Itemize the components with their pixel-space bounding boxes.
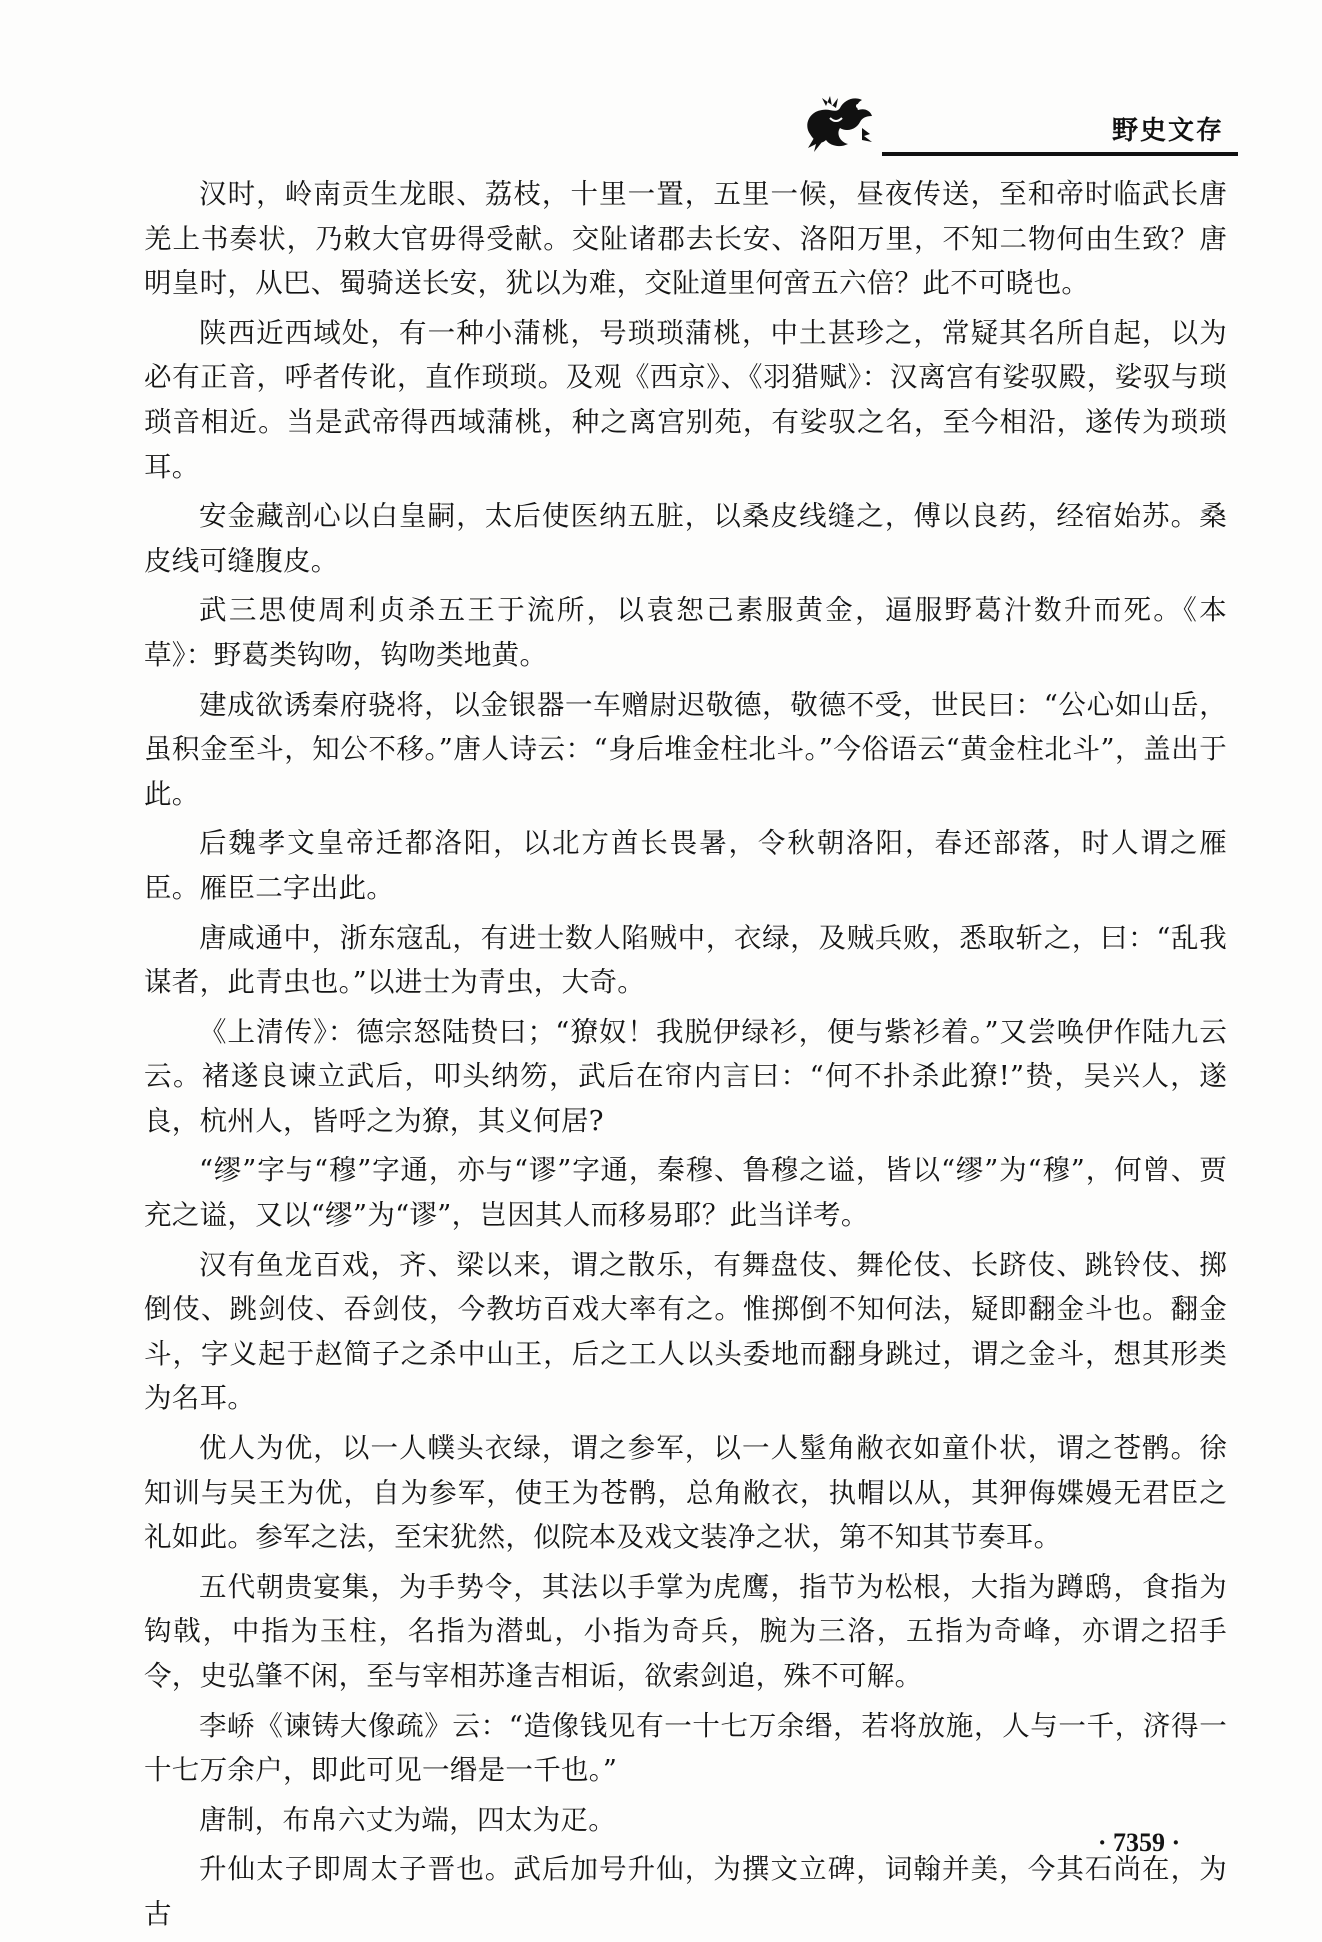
paragraph: 唐制，布帛六丈为端，四太为疋。 xyxy=(199,1803,616,1836)
paragraph: 升仙太子即周太子晋也。武后加号升仙，为撰文立碑，词翰并美，今其石尚在，为古 xyxy=(144,1853,1227,1930)
paragraph: 陕西近西域处，有一种小蒲桃，号琐琐蒲桃，中土甚珍之，常疑其名所自起，以为必有正音，呼者传讹，直作琐琐。及观《西京》、《羽猎赋》：汉离宫有娑驭殿，娑驭与琐琐音相近。当是武帝得西域蒲桃，种之离宫别苑，有娑驭之名，至今相沿，遂传为琐琐耳。 xyxy=(144,316,1227,483)
paragraph: 后魏孝文皇帝迁都洛阳，以北方酋长畏暑，令秋朝洛阳，春还部落，时人谓之雁臣。雁臣二字出此。 xyxy=(144,827,1227,904)
paragraph: 汉有鱼龙百戏，齐、梁以来，谓之散乐，有舞盘伎、舞伦伎、长跻伎、跳铃伎、掷倒伎、跳剑伎、吞剑伎，今教坊百戏大率有之。惟掷倒不知何法，疑即翻金斗也。翻金斗，字义起于赵简子之杀中山王，后之工人以头委地而翻身跳过，谓之金斗，想其形类为名耳。 xyxy=(144,1248,1227,1415)
series-title: 野史文存 xyxy=(1111,116,1224,146)
paragraph: 汉时，岭南贡生龙眼、荔枝，十里一置，五里一候，昼夜传送，至和帝时临武长唐羌上书奏状，乃敕大官毋得受献。交阯诸郡去长安、洛阳万里，不知二物何由生致？唐明皇时，从巴、蜀骑送长安，犹以为难，交阯道里何啻五六倍？此不可晓也。 xyxy=(144,178,1227,300)
header-rule xyxy=(882,152,1238,156)
paragraph: 安金藏剖心以白皇嗣，太后使医纳五脏，以桑皮线缝之，傅以良药，经宿始苏。桑皮线可缝腹皮。 xyxy=(144,500,1227,577)
dragon-icon xyxy=(800,88,882,158)
paragraph: 优人为优，以一人幞头衣绿，谓之参军，以一人髽角敝衣如童仆状，谓之苍鹘。徐知训与吴王为优，自为参军，使王为苍鹘，总角敝衣，执帽以从，其狎侮媟嫚无君臣之礼如此。参军之法，至宋犹然，似院本及戏文装净之状，第不知其节奏耳。 xyxy=(144,1432,1227,1554)
paragraph: 建成欲诱秦府骁将，以金银器一车赠尉迟敬德，敬德不受，世民曰：“公心如山岳，虽积金至斗，知公不移。”唐人诗云：“身后堆金柱北斗。”今俗语云“黄金柱北斗”，盖出于此。 xyxy=(144,688,1227,810)
paragraph: 五代朝贵宴集，为手势令，其法以手掌为虎鹰，指节为松根，大指为蹲鸱，食指为钩戟，中指为玉柱，名指为潜虬，小指为奇兵，腕为三洛，五指为奇峰，亦谓之招手令，史弘肇不闲，至与宰相苏逢吉相诟，欲索剑追，殊不可解。 xyxy=(144,1570,1227,1692)
body-text xyxy=(144,172,1227,1942)
paragraph: 《上清传》：德宗怒陆贽曰；“獠奴！我脱伊绿衫，便与紫衫着。”又尝唤伊作陆九云云。褚遂良谏立武后，叩头纳笏，武后在帘内言曰：“何不扑杀此獠!”贽，吴兴人，遂良，杭州人，皆呼之为獠，其义何居? xyxy=(144,1015,1227,1137)
paragraph: 李峤《谏铸大像疏》云：“造像钱见有一十七万余缗，若将放施，人与一千，济得一十七万余户，即此可见一缗是一千也。” xyxy=(144,1709,1227,1787)
paragraph: 武三思使周利贞杀五王于流所，以袁恕己素服黄金，逼服野葛汁数升而死。《本草》：野葛类钩吻，钩吻类地黄。 xyxy=(144,594,1227,671)
running-header xyxy=(800,84,1238,164)
page-number: · 7359 · xyxy=(1097,1828,1181,1857)
paragraph: 唐咸通中，浙东寇乱，有进士数人陷贼中，衣绿，及贼兵败，悉取斩之，曰：“乱我谋者，此青虫也。”以进士为青虫，大奇。 xyxy=(144,921,1227,999)
paragraph: “缪”字与“穆”字通，亦与“谬”字通，秦穆、鲁穆之谥，皆以“缪”为“穆”，何曾、贾充之谥，又以“缪”为“谬”，岂因其人而移易耶？此当详考。 xyxy=(144,1154,1227,1232)
